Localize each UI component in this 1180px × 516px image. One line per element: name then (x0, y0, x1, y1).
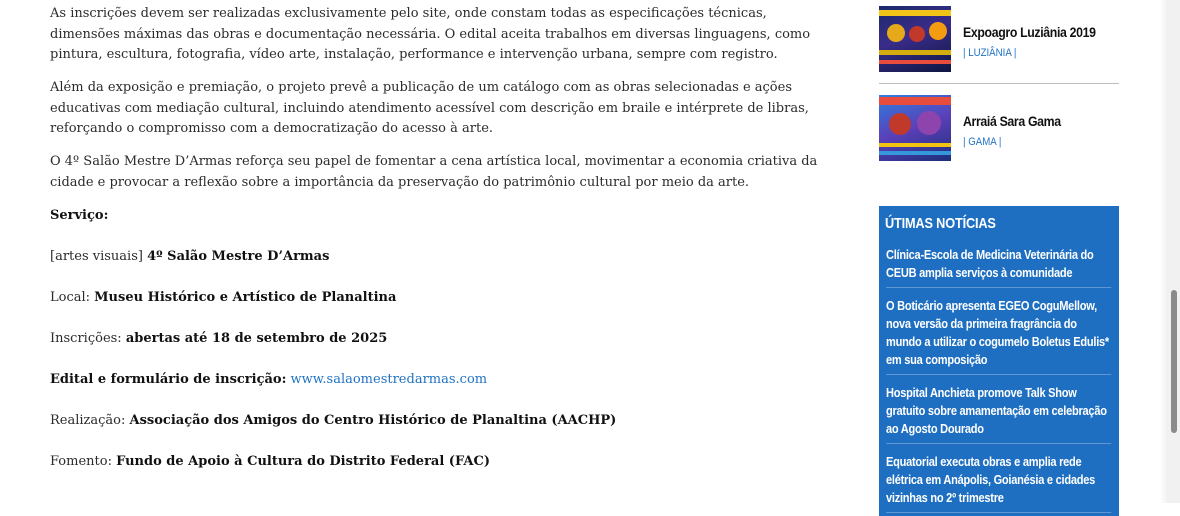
divider (879, 83, 1119, 84)
page-scrollbar[interactable] (1168, 0, 1180, 503)
event-city-tag[interactable]: | GAMA | (963, 136, 1002, 148)
service-line-tag: [artes visuais] 4º Salão Mestre D’Armas (50, 248, 330, 264)
event-card-arraia[interactable] (879, 95, 1119, 161)
article-paragraph: O 4º Salão Mestre D’Armas reforça seu papel de fomentar a cena artística local, movimentar a economia criativa da cidade e provocar a reflexão sobre a importância da preservação do patrimônio cultural por meio da arte. (50, 154, 818, 190)
article-body (50, 4, 840, 493)
edital-link[interactable]: www.salaomestredarmas.com (290, 371, 488, 387)
news-item-link[interactable]: Clínica-Escola de Medicina Veterinária do CEUB amplia serviços à comunidade (886, 244, 1111, 288)
service-heading: Serviço: (50, 207, 109, 223)
event-city-tag[interactable]: | LUZIÂNIA | (963, 47, 1017, 59)
service-line-inscricoes: Inscrições: abertas até 18 de setembro de 2025 (50, 330, 388, 346)
event-title[interactable]: Expoagro Luziânia 2019 (963, 24, 1096, 40)
event-thumbnail[interactable] (879, 6, 951, 72)
latest-news-list (886, 244, 1118, 516)
latest-news-box (879, 206, 1119, 516)
scrollbar-thumb[interactable] (1171, 290, 1177, 433)
article-paragraph: Além da exposição e premiação, o projeto prevê a publicação de um catálogo com as obras selecionadas e ações educativas com mediação cultural, incluindo atendimento acessível com descrição em braile e intérprete de libras, reforçando o compromisso com a democratização do acesso à arte. (50, 80, 809, 136)
content-edge-shadow (1160, 0, 1168, 503)
event-thumbnail[interactable] (879, 95, 951, 161)
service-line-realizacao: Realização: Associação dos Amigos do Centro Histórico de Planaltina (AACHP) (50, 412, 617, 428)
service-line-edital: Edital e formulário de inscrição: www.salaomestredarmas.com (50, 371, 488, 387)
latest-news-heading: ÚTIMAS NOTÍCIAS (884, 215, 996, 232)
event-title[interactable]: Arraiá Sara Gama (963, 113, 1061, 129)
service-line-fomento: Fomento: Fundo de Apoio à Cultura do Distrito Federal (FAC) (50, 453, 491, 469)
service-line-local: Local: Museu Histórico e Artístico de Planaltina (50, 289, 397, 305)
news-item-link[interactable]: O Boticário apresenta EGEO CoguMellow, nova versão da primeira fragrância do mundo a utilizar o cogumelo Boletus Edulis* em sua composição (886, 295, 1111, 375)
news-item-link[interactable]: Equatorial executa obras e amplia rede elétrica em Anápolis, Goianésia e cidades vizinhas no 2º trimestre (886, 451, 1111, 513)
event-card-expoagro[interactable] (879, 6, 1119, 72)
article-paragraph: As inscrições devem ser realizadas exclusivamente pelo site, onde constam todas as especificações técnicas, dimensões máximas das obras e documentação necessária. O edital aceita trabalhos em diversas linguagens, como pintura, escultura, fotografia, vídeo arte, instalação, performance e intervenção urbana, sempre com registro. (50, 6, 811, 62)
news-item-link[interactable]: Hospital Anchieta promove Talk Show gratuito sobre amamentação em celebração ao Agosto Dourado (886, 382, 1111, 444)
